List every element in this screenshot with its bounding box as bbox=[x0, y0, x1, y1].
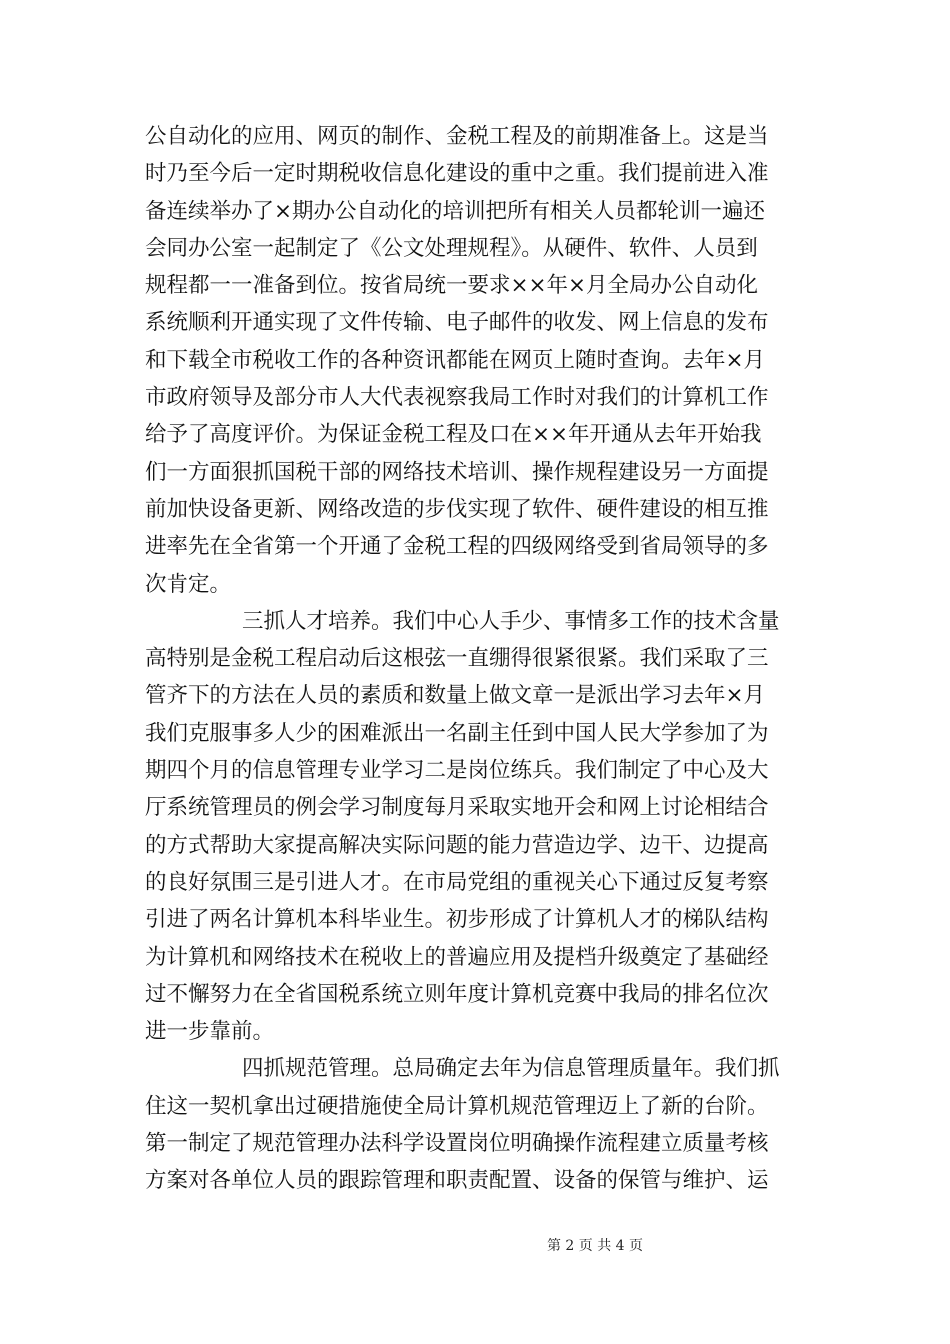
text-line: 的良好氛围三是引进人才。在市局党组的重视关心下通过反复考察 bbox=[145, 869, 769, 895]
text-line: 管齐下的方法在人员的素质和数量上做文章一是派出学习去年×月 bbox=[145, 683, 766, 709]
text-line: 四抓规范管理。总局确定去年为信息管理质量年。我们抓 bbox=[242, 1056, 780, 1082]
text-line: 们一方面狠抓国税干部的网络技术培训、操作规程建设另一方面提 bbox=[145, 459, 769, 485]
text-line: 为计算机和网络技术在税收上的普遍应用及提档升级奠定了基础经 bbox=[145, 944, 769, 970]
text-line: 第一制定了规范管理办法科学设置岗位明确操作流程建立质量考核 bbox=[145, 1131, 769, 1157]
text-line: 备连续举办了×期办公自动化的培训把所有相关人员都轮训一遍还 bbox=[145, 198, 766, 224]
text-line: 进率先在全省第一个开通了金税工程的四级网络受到省局领导的多 bbox=[145, 534, 769, 560]
text-line: 我们克服事多人少的困难派出一名副主任到中国人民大学参加了为 bbox=[145, 720, 769, 746]
text-line: 公自动化的应用、网页的制作、金税工程及的前期准备上。这是当 bbox=[145, 124, 769, 149]
text-line: 期四个月的信息管理专业学习二是岗位练兵。我们制定了中心及大 bbox=[145, 758, 769, 784]
text-line: 的方式帮助大家提高解决实际问题的能力营造边学、边干、边提高 bbox=[145, 832, 769, 858]
text-line: 方案对各单位人员的跟踪管理和职责配置、设备的保管与维护、运 bbox=[145, 1168, 769, 1194]
page-number-footer: 第 2 页 共 4 页 bbox=[546, 1238, 644, 1254]
text-line: 高特别是金税工程启动后这根弦一直绷得很紧很紧。我们采取了三 bbox=[145, 646, 769, 672]
text-line: 会同办公室一起制定了《公文处理规程》。从硬件、软件、人员到 bbox=[145, 235, 758, 261]
text-line: 住这一契机拿出过硬措施使全局计算机规范管理迈上了新的台阶。 bbox=[145, 1093, 769, 1119]
document-body bbox=[145, 118, 805, 1200]
text-line: 三抓人才培养。我们中心人手少、事情多工作的技术含量 bbox=[242, 608, 780, 634]
text-line: 引进了两名计算机本科毕业生。初步形成了计算机人才的梯队结构 bbox=[145, 907, 769, 933]
text-line: 前加快设备更新、网络改造的步伐实现了软件、硬件建设的相互推 bbox=[145, 496, 769, 522]
text-line: 厅系统管理员的例会学习制度每月采取实地开会和网上讨论相结合 bbox=[145, 795, 769, 821]
text-line: 次肯定。 bbox=[145, 571, 232, 597]
text-line: 进一步靠前。 bbox=[145, 1019, 275, 1045]
text-line: 时乃至今后一定时期税收信息化建设的重中之重。我们提前进入准 bbox=[145, 161, 769, 187]
text-line: 给予了高度评价。为保证金税工程及口在××年开通从去年开始我 bbox=[145, 422, 762, 448]
text-line: 市政府领导及部分市人大代表视察我局工作时对我们的计算机工作 bbox=[145, 385, 769, 411]
text-line: 过不懈努力在全省国税系统立则年度计算机竞赛中我局的排名位次 bbox=[145, 981, 769, 1007]
text-line: 规程都一一准备到位。按省局统一要求××年×月全局办公自动化 bbox=[145, 273, 759, 299]
text-line: 和下载全市税收工作的各种资讯都能在网页上随时查询。去年×月 bbox=[145, 347, 766, 373]
text-line: 系统顺利开通实现了文件传输、电子邮件的收发、网上信息的发布 bbox=[145, 310, 769, 336]
